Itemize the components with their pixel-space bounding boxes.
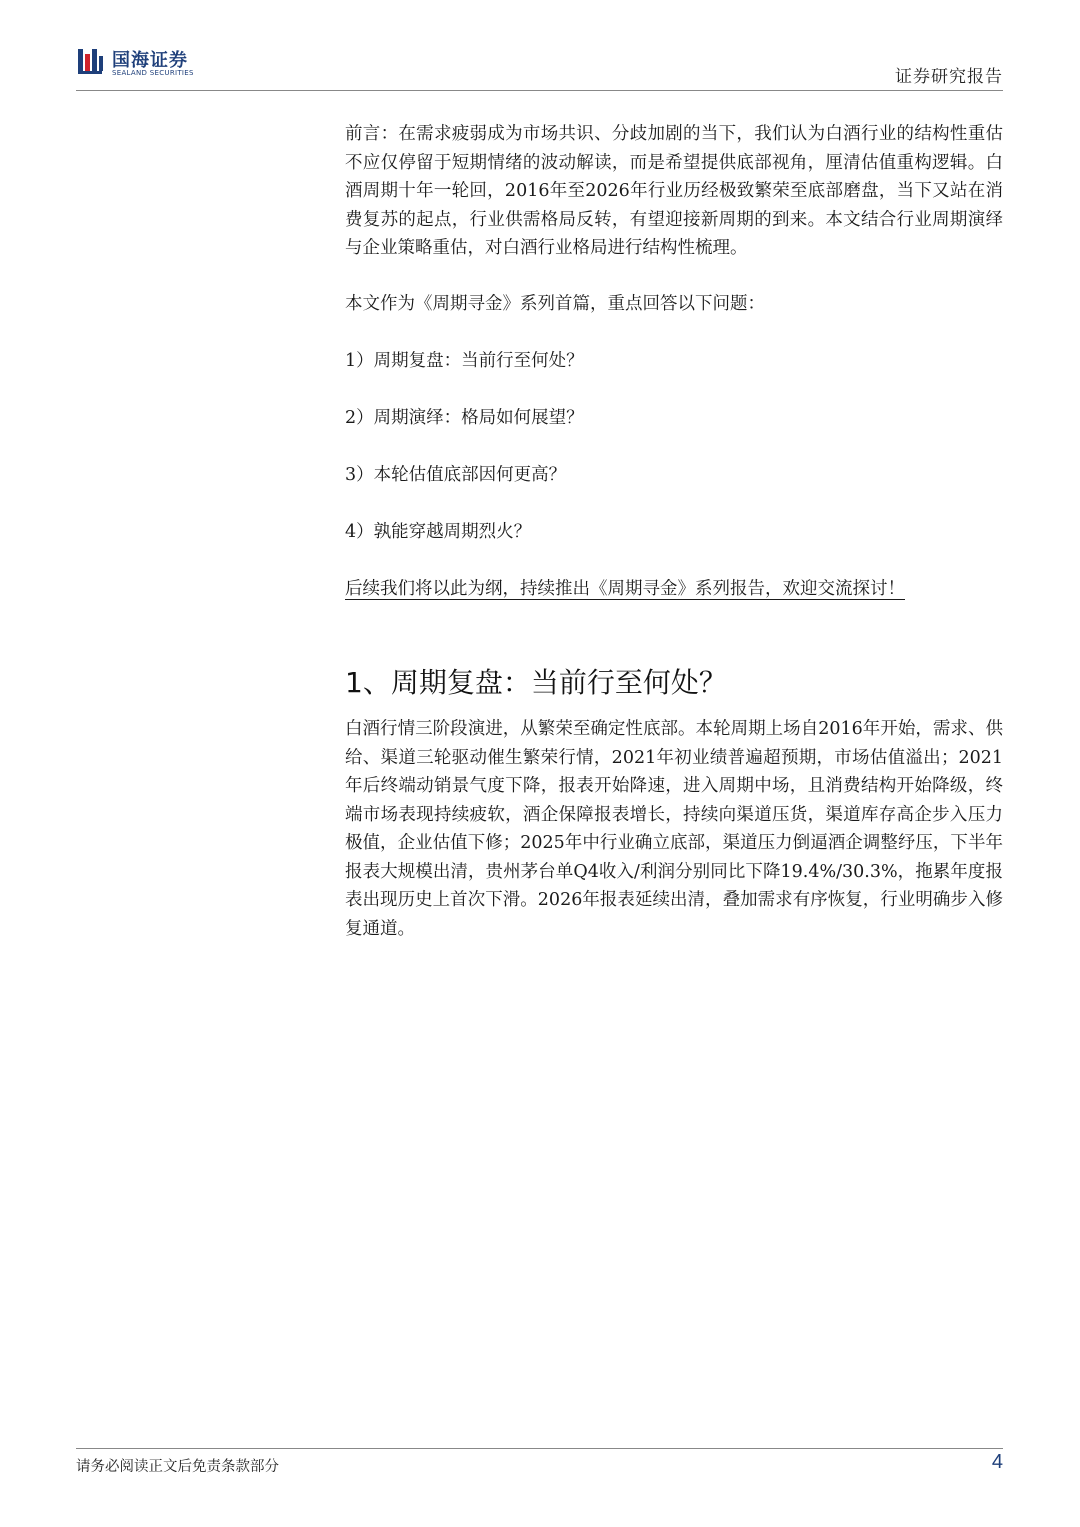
company-logo bbox=[76, 46, 296, 82]
report-type-label: 证券研究报告 bbox=[895, 67, 1003, 87]
follow-up-text: 后续我们将以此为纲，持续推出《周期寻金》系列报告，欢迎交流探讨！ bbox=[345, 579, 905, 599]
sealand-logo-icon bbox=[76, 46, 106, 76]
lead-paragraph: 本文作为《周期寻金》系列首篇，重点回答以下问题： bbox=[345, 294, 765, 314]
question-item: 2）周期演绎：格局如何展望？ bbox=[345, 408, 584, 428]
page-header bbox=[76, 40, 1003, 92]
intro-paragraph: 前言：在需求疲弱成为市场共识、分歧加剧的当下，我们认为白酒行业的结构性重估不应仅停留于短期情绪的波动解读，而是希望提供底部视角，厘清估值重构逻辑。白酒周期十年一轮回，2016年至2026年行业历经极致繁荣至底部磨盘，当下又站在消费复苏的起点，行业供需格局反转，有望迎接新周期的到来。本文结合行业周期演绎与企业策略重估，对白酒行业格局进行结构性梳理。 bbox=[345, 124, 1003, 258]
section-title: 1、周期复盘：当前行至何处？ bbox=[345, 666, 727, 700]
follow-up-note bbox=[345, 575, 905, 604]
question-item: 3）本轮估值底部因何更高？ bbox=[345, 465, 567, 485]
section-body-paragraph: 白酒行情三阶段演进，从繁荣至确定性底部。本轮周期上场自2016年开始，需求、供给、渠道三轮驱动催生繁荣行情，2021年初业绩普遍超预期，市场估值溢出；2021年后终端动销景气度下降，报表开始降速，进入周期中场，且消费结构开始降级，终端市场表现持续疲软，酒企保障报表增长，持续向渠道压货，渠道库存高企步入压力极值，企业估值下修；2025年中行业确立底部，渠道压力倒逼酒企调整纾压，下半年报表大规模出清，贵州茅台单Q4收入/利润分别同比下降19.4%/30.3%，拖累年度报表出现历史上首次下滑。2026年报表延续出清，叠加需求有序恢复，行业明确步入修复通道。 bbox=[345, 719, 1003, 939]
logo-chinese-name: 国海证券 bbox=[112, 50, 188, 71]
disclaimer-text: 请务必阅读正文后免责条款部分 bbox=[76, 1459, 279, 1475]
page-number: 4 bbox=[991, 1451, 1003, 1473]
header-divider bbox=[76, 90, 1003, 91]
logo-english-name: SEALAND SECURITIES bbox=[112, 69, 194, 77]
question-item: 1）周期复盘：当前行至何处？ bbox=[345, 351, 584, 371]
question-item: 4）孰能穿越周期烈火？ bbox=[345, 522, 532, 542]
footer-divider bbox=[76, 1448, 1003, 1449]
